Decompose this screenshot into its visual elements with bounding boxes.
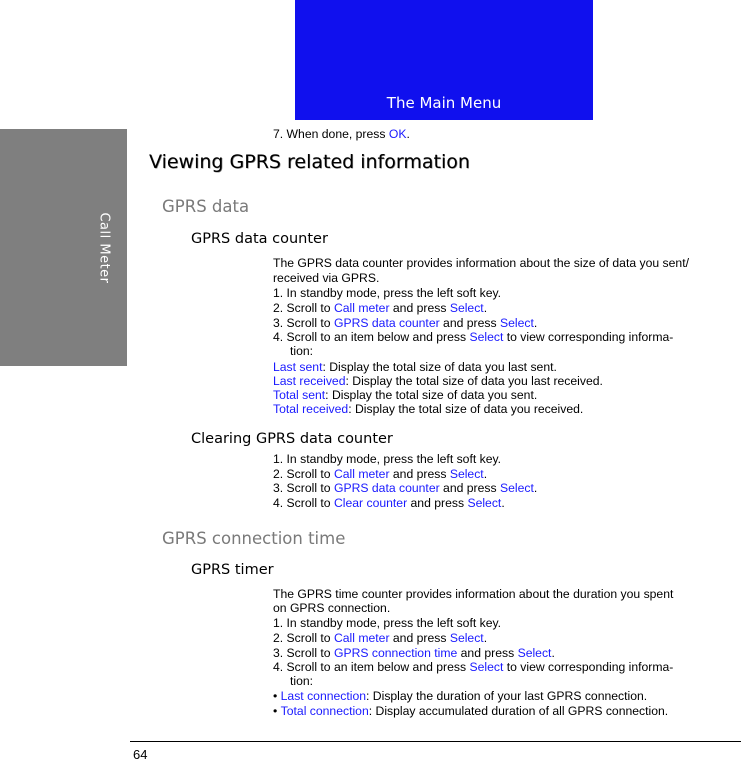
- select-key: Select: [469, 660, 504, 674]
- intro-step: 7. When done, press OK.: [273, 127, 410, 141]
- counter-step-3: 3. Scroll to GPRS data counter and press Select.: [273, 316, 538, 330]
- section-title: Viewing GPRS related information: [149, 151, 470, 173]
- select-key: Select: [499, 481, 534, 495]
- counter-item-last-sent: Last sent: Display the total size of data you last sent.: [273, 360, 557, 374]
- select-key: Select: [449, 301, 484, 315]
- gprs-data-counter-link: GPRS data counter: [333, 481, 440, 495]
- gprs-data-counter-link: GPRS data counter: [333, 316, 440, 330]
- bullet-icon: •: [273, 689, 281, 703]
- counter-desc-line1: The GPRS data counter provides information about the size of data you sent/: [273, 256, 689, 270]
- clearing-step-1: 1. In standby mode, press the left soft key.: [273, 452, 502, 466]
- select-key: Select: [499, 316, 534, 330]
- gprs-connection-time-link: GPRS connection time: [333, 646, 458, 660]
- clearing-heading: Clearing GPRS data counter: [191, 431, 393, 447]
- counter-step-1: 1. In standby mode, press the left soft key.: [273, 286, 502, 300]
- ok-key: OK: [388, 127, 407, 141]
- page-number: 64: [133, 747, 148, 762]
- counter-step-4: 4. Scroll to an item below and press Select to view corresponding informa-: [273, 330, 674, 344]
- select-key: Select: [469, 330, 504, 344]
- gprs-data-heading: GPRS data: [162, 197, 250, 216]
- clearing-step-4: 4. Scroll to Clear counter and press Select.: [273, 496, 505, 510]
- header-banner: [295, 0, 593, 120]
- counter-step-2: 2. Scroll to Call meter and press Select.: [273, 301, 488, 315]
- side-tab-label: Call Meter: [96, 212, 112, 284]
- footer-divider: [130, 741, 741, 742]
- clearing-step-2: 2. Scroll to Call meter and press Select.: [273, 467, 488, 481]
- select-key: Select: [517, 646, 552, 660]
- timer-bullet-total-connection: • Total connection: Display accumulated duration of all GPRS connection.: [273, 704, 669, 718]
- header-title: The Main Menu: [386, 94, 502, 112]
- call-meter-link: Call meter: [333, 301, 390, 315]
- timer-step-3: 3. Scroll to GPRS connection time and press Select.: [273, 646, 555, 660]
- timer-step-1: 1. In standby mode, press the left soft key.: [273, 616, 502, 630]
- gprs-data-counter-heading: GPRS data counter: [191, 231, 328, 247]
- timer-desc-line2: on GPRS connection.: [273, 601, 391, 615]
- counter-desc-line2: received via GPRS.: [273, 271, 380, 285]
- bullet-icon: •: [273, 704, 281, 718]
- counter-item-total-received: Total received: Display the total size of data you received.: [273, 402, 584, 416]
- counter-step-4-cont: tion:: [290, 344, 314, 358]
- gprs-connection-heading: GPRS connection time: [162, 529, 346, 548]
- timer-step-4: 4. Scroll to an item below and press Select to view corresponding informa-: [273, 660, 674, 674]
- call-meter-link: Call meter: [333, 631, 390, 645]
- counter-item-total-sent: Total sent: Display the total size of data you sent.: [273, 388, 538, 402]
- clear-counter-link: Clear counter: [333, 496, 408, 510]
- clearing-step-3: 3. Scroll to GPRS data counter and press Select.: [273, 481, 538, 495]
- select-key: Select: [467, 496, 502, 510]
- call-meter-link: Call meter: [333, 467, 390, 481]
- select-key: Select: [449, 467, 484, 481]
- timer-step-4-cont: tion:: [290, 674, 314, 688]
- timer-step-2: 2. Scroll to Call meter and press Select.: [273, 631, 488, 645]
- gprs-timer-heading: GPRS timer: [191, 562, 274, 578]
- timer-desc-line1: The GPRS time counter provides information about the duration you spent: [273, 587, 674, 601]
- timer-bullet-last-connection: • Last connection: Display the duration of your last GPRS connection.: [273, 689, 648, 703]
- select-key: Select: [449, 631, 484, 645]
- counter-item-last-received: Last received: Display the total size of data you last received.: [273, 374, 603, 388]
